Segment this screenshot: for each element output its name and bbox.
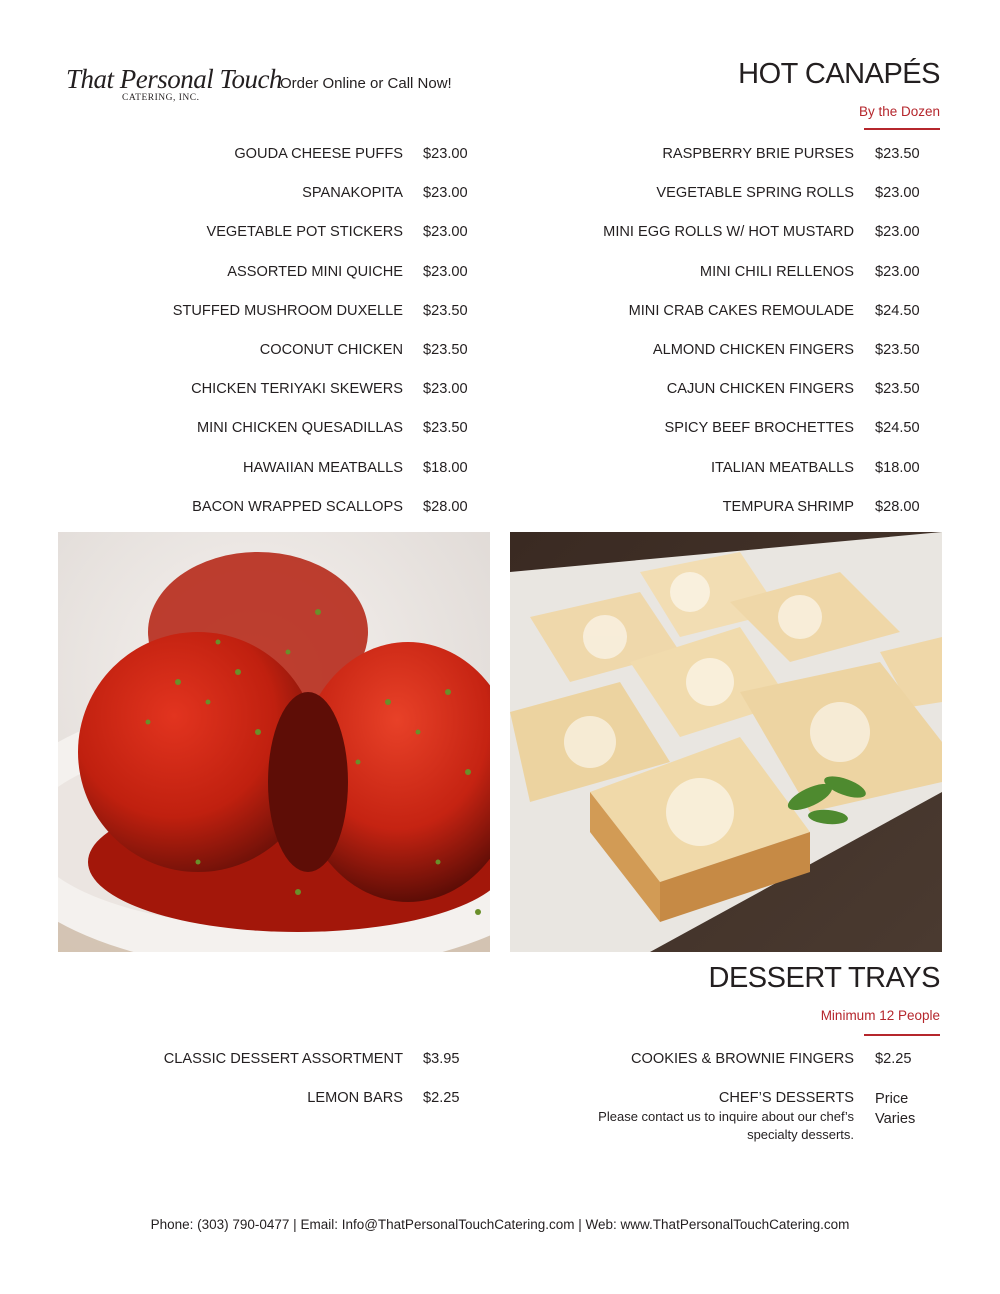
menu-item-price: $23.50 — [423, 342, 468, 358]
menu-item-price: $23.50 — [875, 342, 920, 358]
menu-item — [0, 418, 1000, 438]
menu-item-name: VEGETABLE POT STICKERS — [206, 224, 403, 241]
menu-item-name: CAJUN CHICKEN FINGERS — [666, 381, 854, 398]
menu-item-name: STUFFED MUSHROOM DUXELLE — [172, 302, 403, 319]
menu-item-name: HAWAIIAN MEATBALLS — [242, 459, 403, 476]
menu-item — [0, 497, 1000, 517]
menu-item-name: SPICY BEEF BROCHETTES — [664, 420, 854, 437]
menu-item-name: MINI EGG ROLLS W/ HOT MUSTARD — [603, 224, 854, 241]
menu-item-price: $23.00 — [875, 185, 920, 202]
menu-item-name: ITALIAN MEATBALLS — [710, 459, 854, 476]
menu-item — [0, 144, 1000, 164]
menu-item-name: MINI CHICKEN QUESADILLAS — [197, 420, 403, 437]
menu-item-price: $23.00 — [423, 224, 468, 241]
menu-item-price: $28.00 — [875, 498, 920, 515]
menu-item-price: $28.00 — [423, 498, 468, 515]
menu-item-price: $18.00 — [423, 459, 468, 476]
menu-item-price: $23.50 — [875, 381, 920, 398]
order-tagline: Order Online or Call Now! — [280, 75, 452, 92]
menu-item-name: CHICKEN TERIYAKI SKEWERS — [191, 381, 403, 398]
menu-item-price: $23.00 — [875, 263, 920, 280]
menu-item-name: ASSORTED MINI QUICHE — [227, 263, 403, 280]
logo-wordmark: That Personal Touch — [66, 64, 283, 94]
menu-item — [0, 1049, 1000, 1069]
menu-item-price: $24.50 — [875, 302, 920, 319]
menu-item — [0, 458, 1000, 478]
menu-item — [0, 222, 1000, 242]
dessert-trays-rule — [864, 1034, 940, 1036]
menu-item-name: BACON WRAPPED SCALLOPS — [192, 498, 403, 515]
lemon-bars-photo — [510, 532, 942, 952]
menu-item-price: $24.50 — [875, 420, 920, 437]
chefs-desserts-desc-line1: Please contact us to inquire about our chef’s — [598, 1109, 854, 1124]
menu-item-name: ALMOND CHICKEN FINGERS — [652, 342, 854, 358]
menu-item — [0, 340, 1000, 360]
menu-item-price: $23.50 — [423, 302, 468, 319]
menu-item-name: VEGETABLE SPRING ROLLS — [656, 185, 854, 202]
company-logo — [66, 64, 283, 103]
menu-item-name: MINI CHILI RELLENOS — [699, 263, 854, 280]
menu-item-name: SPANAKOPITA — [302, 185, 403, 202]
menu-item-name: COCONUT CHICKEN — [259, 342, 403, 358]
menu-item-name: CLASSIC DESSERT ASSORTMENT — [163, 1051, 403, 1067]
contact-footer: Phone: (303) 790-0477 | Email: Info@ThatPersonalTouchCatering.com | Web: www.ThatPersonalTouchCatering.com — [150, 1217, 850, 1232]
menu-item-price: $23.00 — [423, 185, 468, 202]
logo-subtitle: CATERING, INC. — [122, 93, 200, 103]
hot-canapes-rule — [864, 128, 940, 130]
hot-canapes-title: HOT CANAPÉS — [738, 58, 940, 90]
menu-item-name: LEMON BARS — [307, 1090, 403, 1106]
menu-item-name: RASPBERRY BRIE PURSES — [662, 146, 854, 162]
menu-item-name: GOUDA CHEESE PUFFS — [234, 146, 403, 162]
menu-item-price: $23.00 — [875, 224, 920, 241]
chefs-desserts-price-line1: Price — [875, 1091, 909, 1107]
chefs-desserts-desc-line2: specialty desserts. — [747, 1127, 854, 1142]
menu-item-price: $23.00 — [423, 381, 468, 398]
chefs-desserts-price — [875, 1089, 915, 1129]
menu-item-name: COOKIES & BROWNIE FINGERS — [631, 1051, 854, 1067]
menu-item-price: $2.25 — [423, 1090, 460, 1106]
menu-item-price: $23.00 — [423, 263, 468, 280]
hot-canapes-subtitle: By the Dozen — [858, 104, 940, 119]
menu-item-price: $23.00 — [423, 146, 468, 162]
dessert-trays-subtitle: Minimum 12 People — [820, 1008, 940, 1023]
menu-item-price: $2.25 — [875, 1051, 912, 1067]
menu-item-price: $18.00 — [875, 459, 920, 476]
menu-item-price: $23.50 — [423, 420, 468, 437]
menu-item-name: TEMPURA SHRIMP — [722, 498, 854, 515]
hot-canapes-heading — [738, 58, 940, 119]
menu-item — [0, 301, 1000, 321]
chefs-desserts-description — [598, 1108, 854, 1144]
menu-item — [0, 183, 1000, 203]
chefs-desserts-name: CHEF’S DESSERTS — [718, 1090, 854, 1106]
menu-item-price: $3.95 — [423, 1051, 460, 1067]
dessert-trays-heading — [709, 962, 941, 1023]
chefs-desserts-price-line2: Varies — [875, 1111, 916, 1127]
dessert-trays-title: DESSERT TRAYS — [708, 962, 940, 994]
menu-item-name: MINI CRAB CAKES REMOULADE — [628, 302, 854, 319]
menu-item — [0, 379, 1000, 399]
meatballs-photo — [58, 532, 490, 952]
menu-item-price: $23.50 — [875, 146, 920, 162]
menu-item — [0, 262, 1000, 282]
